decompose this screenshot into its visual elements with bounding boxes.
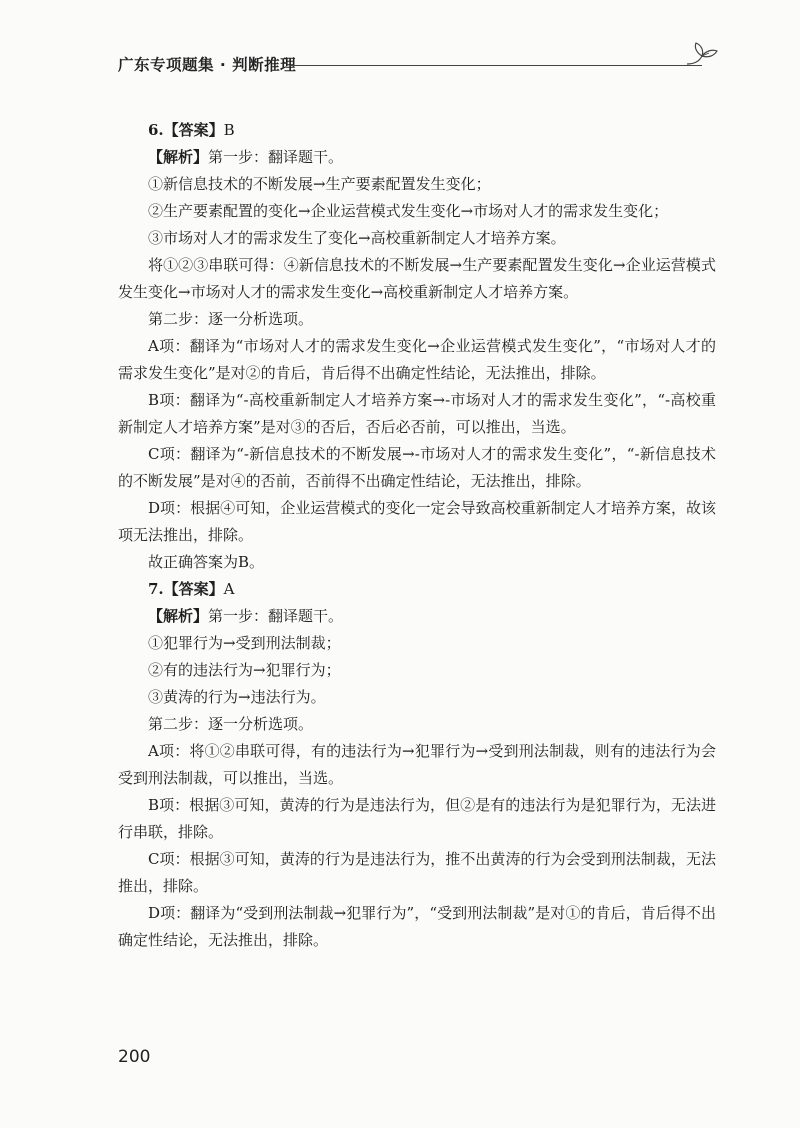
- paragraph-text: 第一步：翻译题干。: [208, 148, 344, 166]
- paragraph: [118, 306, 716, 333]
- paragraph-text: ②生产要素配置的变化→企业运营模式发生变化→市场对人才的需求发生变化；: [148, 202, 669, 220]
- paragraph-text: ②有的违法行为→犯罪行为；: [148, 661, 341, 679]
- paragraph-text: ③市场对人才的需求发生了变化→高校重新制定人才培养方案。: [148, 229, 566, 247]
- paragraph: [118, 630, 716, 657]
- answer-explanations: [118, 117, 716, 954]
- paragraph: [118, 144, 716, 171]
- sprout-icon: [683, 40, 723, 70]
- paragraph-text: 故正确答案为B。: [148, 553, 265, 571]
- paragraph-text: 第一步：翻译题干。: [208, 607, 344, 625]
- paragraph-text: B项：翻译为“-高校重新制定人才培养方案→-市场对人才的需求发生变化”，“-高校重新制定人才培养方案”是对③的否后，否后必否前，可以推出，当选。: [118, 391, 716, 436]
- paragraph: [118, 792, 716, 846]
- paragraph: [118, 225, 716, 252]
- paragraph-text: C项：根据③可知，黄涛的行为是违法行为，推不出黄涛的行为会受到刑法制裁，无法推出，排除。: [118, 850, 716, 895]
- paragraph: [118, 684, 716, 711]
- paragraph: [118, 198, 716, 225]
- paragraph-text: ①犯罪行为→受到刑法制裁；: [148, 634, 341, 652]
- page-number: 200: [118, 1047, 151, 1067]
- paragraph: [118, 900, 716, 954]
- paragraph-text: ①新信息技术的不断发展→生产要素配置发生变化；: [148, 175, 491, 193]
- paragraph: [118, 117, 716, 144]
- paragraph-text: B: [223, 121, 235, 139]
- paragraph: [118, 846, 716, 900]
- paragraph: [118, 495, 716, 549]
- paragraph: [118, 603, 716, 630]
- paragraph-text: ③黄涛的行为→违法行为。: [148, 688, 326, 706]
- paragraph: [118, 738, 716, 792]
- paragraph: [118, 549, 716, 576]
- paragraph: [118, 711, 716, 738]
- paragraph-label: 7.【答案】: [148, 580, 224, 598]
- paragraph-label: 6.【答案】: [148, 121, 224, 139]
- paragraph-text: 将①②③串联可得：④新信息技术的不断发展→生产要素配置发生变化→企业运营模式发生变化→市场对人才的需求发生变化→高校重新制定人才培养方案。: [118, 256, 716, 301]
- paragraph: [118, 387, 716, 441]
- paragraph-text: C项：翻译为“-新信息技术的不断发展→-市场对人才的需求发生变化”，“-新信息技术的不断发展”是对④的否前，否前得不出确定性结论，无法推出，排除。: [118, 445, 716, 490]
- paragraph-label: 【解析】: [148, 148, 209, 166]
- paragraph-text: 第二步：逐一分析选项。: [148, 715, 314, 733]
- paragraph-text: B项：根据③可知，黄涛的行为是违法行为，但②是有的违法行为是犯罪行为，无法进行串联，排除。: [118, 796, 716, 841]
- paragraph: [118, 576, 716, 603]
- paragraph-text: D项：翻译为“受到刑法制裁→犯罪行为”，“受到刑法制裁”是对①的肯后，肯后得不出确定性结论，无法推出，排除。: [118, 904, 716, 949]
- paragraph: [118, 441, 716, 495]
- page-header: [0, 40, 800, 80]
- header-rule: [290, 65, 702, 66]
- paragraph: [118, 657, 716, 684]
- paragraph: [118, 333, 716, 387]
- header-title: 广东专项题集 · 判断推理: [118, 56, 297, 74]
- paragraph-text: A: [223, 580, 235, 598]
- paragraph-text: 第二步：逐一分析选项。: [148, 310, 314, 328]
- paragraph: [118, 252, 716, 306]
- paragraph-text: A项：翻译为“市场对人才的需求发生变化→企业运营模式发生变化”，“市场对人才的需求发生变化”是对②的肯后，肯后得不出确定性结论，无法推出，排除。: [118, 337, 716, 382]
- paragraph: [118, 171, 716, 198]
- paragraph-label: 【解析】: [148, 607, 209, 625]
- paragraph-text: A项：将①②串联可得，有的违法行为→犯罪行为→受到刑法制裁，则有的违法行为会受到刑法制裁，可以推出，当选。: [118, 742, 716, 787]
- paragraph-text: D项：根据④可知，企业运营模式的变化一定会导致高校重新制定人才培养方案，故该项无法推出，排除。: [118, 499, 716, 544]
